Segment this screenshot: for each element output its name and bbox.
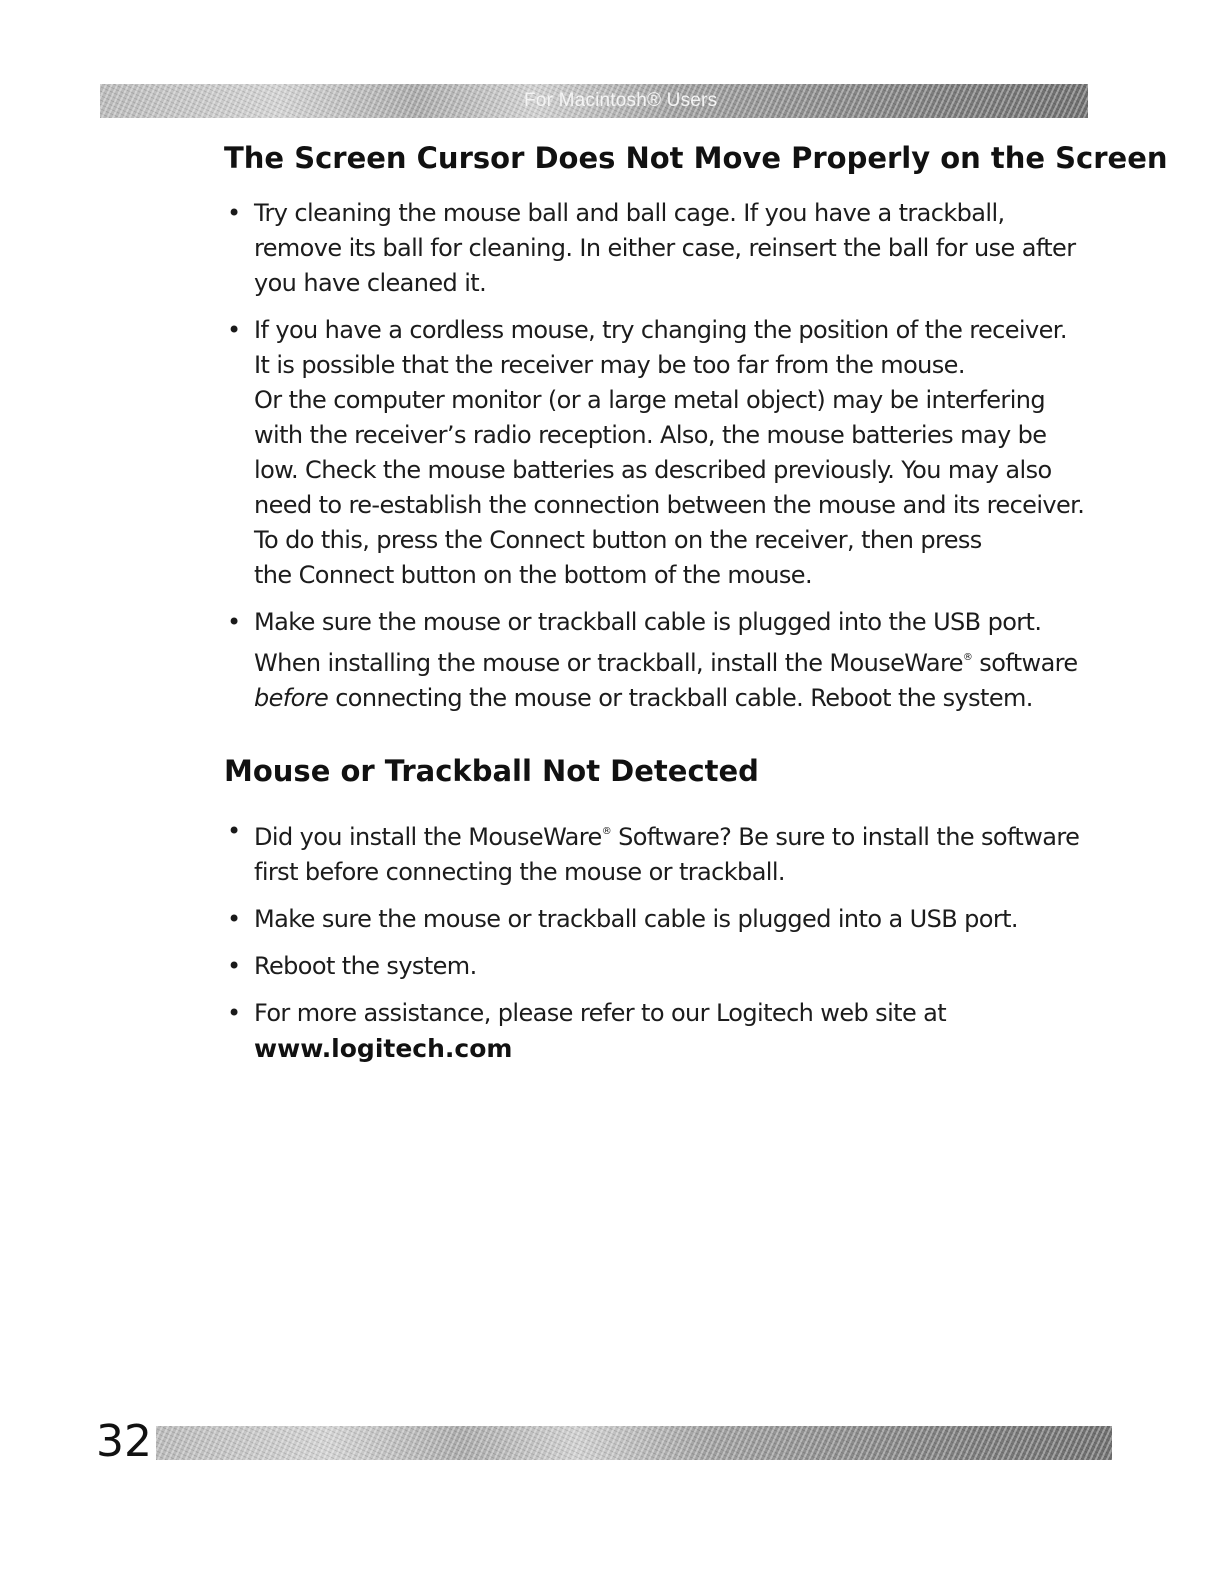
text-line: with the receiver’s radio reception. Also, the mouse batteries may be bbox=[254, 421, 1047, 449]
emphasis-before: before bbox=[254, 684, 329, 712]
cursor-troubleshooting-list bbox=[224, 196, 1124, 728]
bullet-icon: • bbox=[227, 817, 242, 845]
text-fragment: When installing the mouse or trackball, install the MouseWare bbox=[254, 649, 963, 677]
header-label: For Macintosh® Users bbox=[524, 90, 718, 111]
list-item bbox=[224, 196, 1124, 301]
text-line: first before connecting the mouse or trackball. bbox=[254, 858, 785, 886]
text-line: the Connect button on the bottom of the mouse. bbox=[254, 561, 812, 589]
footer-band bbox=[156, 1426, 1112, 1460]
registered-mark: ® bbox=[601, 826, 612, 837]
text-line: If you have a cordless mouse, try changing the position of the receiver. bbox=[254, 316, 1067, 344]
text-fragment: software bbox=[972, 649, 1078, 677]
text-line: Make sure the mouse or trackball cable is plugged into the USB port. bbox=[254, 608, 1042, 636]
list-item bbox=[224, 949, 1124, 984]
text-line: It is possible that the receiver may be too far from the mouse. bbox=[254, 351, 965, 379]
text-line: To do this, press the Connect button on the receiver, then press bbox=[254, 526, 982, 554]
bullet-icon: • bbox=[227, 905, 242, 933]
text-line: Or the computer monitor (or a large metal object) may be interfering bbox=[254, 386, 1046, 414]
text-fragment: connecting the mouse or trackball cable. Reboot the system. bbox=[328, 684, 1033, 712]
text-line bbox=[254, 681, 1124, 716]
text-fragment: Did you install the MouseWare bbox=[254, 823, 602, 851]
not-detected-list bbox=[224, 814, 1124, 1078]
text-line bbox=[254, 814, 1124, 855]
section-title-cursor: The Screen Cursor Does Not Move Properly on the Screen bbox=[224, 141, 1168, 175]
text-line: low. Check the mouse batteries as described previously. You may also bbox=[254, 456, 1052, 484]
text-line bbox=[254, 640, 1124, 681]
text-fragment: Software? Be sure to install the software bbox=[611, 823, 1080, 851]
bullet-icon: • bbox=[227, 952, 242, 980]
bullet-icon: • bbox=[227, 999, 242, 1027]
text-line: For more assistance, please refer to our Logitech web site at bbox=[254, 999, 947, 1027]
text-line: you have cleaned it. bbox=[254, 269, 487, 297]
list-item bbox=[224, 996, 1124, 1066]
section-title-not-detected: Mouse or Trackball Not Detected bbox=[224, 754, 759, 788]
registered-mark: ® bbox=[962, 652, 973, 663]
list-item bbox=[224, 814, 1124, 890]
page-number: 32 bbox=[96, 1416, 152, 1467]
bullet-icon: • bbox=[227, 608, 242, 636]
text-line: Try cleaning the mouse ball and ball cage. If you have a trackball, bbox=[254, 199, 1005, 227]
text-line: Reboot the system. bbox=[254, 952, 477, 980]
header-band bbox=[100, 84, 1088, 118]
text-line: Make sure the mouse or trackball cable is plugged into a USB port. bbox=[254, 905, 1018, 933]
list-item bbox=[224, 902, 1124, 937]
text-line: need to re-establish the connection between the mouse and its receiver. bbox=[254, 491, 1085, 519]
list-item bbox=[224, 313, 1124, 593]
logitech-website-link[interactable]: www.logitech.com bbox=[254, 1034, 513, 1063]
text-line: remove its ball for cleaning. In either case, reinsert the ball for use after bbox=[254, 234, 1076, 262]
bullet-icon: • bbox=[227, 199, 242, 227]
bullet-icon: • bbox=[227, 316, 242, 344]
list-item bbox=[224, 605, 1124, 716]
